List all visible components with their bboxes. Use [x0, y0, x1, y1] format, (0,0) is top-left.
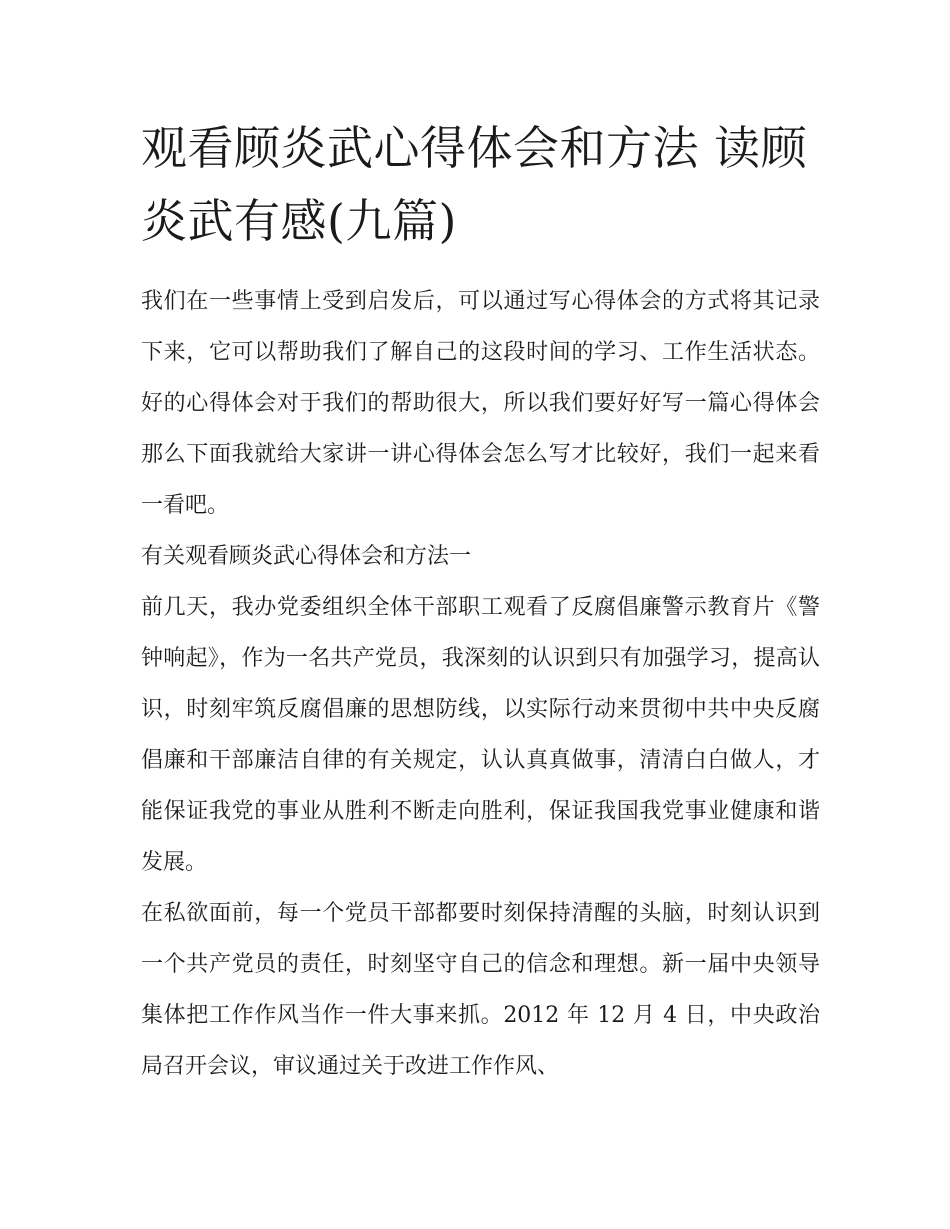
body-paragraph-2: 在私欲面前，每一个党员干部都要时刻保持清醒的头脑，时刻认识到一个共产党员的责任，时刻坚守自己的信念和理想。新一届中央领导集体把工作作风当作一件大事来抓。2012 年 12 月 4 日，中央政治局召开会议，审议通过关于改进工作作风、	[141, 901, 820, 1079]
section-heading: 有关观看顾炎武心得体会和方法一	[141, 544, 472, 569]
intro-paragraph: 我们在一些事情上受到启发后，可以通过写心得体会的方式将其记录下来，它可以帮助我们了解自己的这段时间的学习、工作生活状态。好的心得体会对于我们的帮助很大，所以我们要好好写一篇心得体会那么下面我就给大家讲一讲心得体会怎么写才比较好，我们一起来看一看吧。	[141, 289, 820, 518]
document-title: 观看顾炎武心得体会和方法 读顾炎武有感(九篇)	[141, 121, 808, 248]
body-paragraph-1: 前几天，我办党委组织全体干部职工观看了反腐倡廉警示教育片《警钟响起》，作为一名共产党员，我深刻的认识到只有加强学习，提高认识，时刻牢筑反腐倡廉的思想防线，以实际行动来贯彻中共中央反腐倡廉和干部廉洁自律的有关规定，认认真真做事，清清白白做人，才能保证我党的事业从胜利不断走向胜利，保证我国我党事业健康和谐发展。	[141, 595, 820, 875]
